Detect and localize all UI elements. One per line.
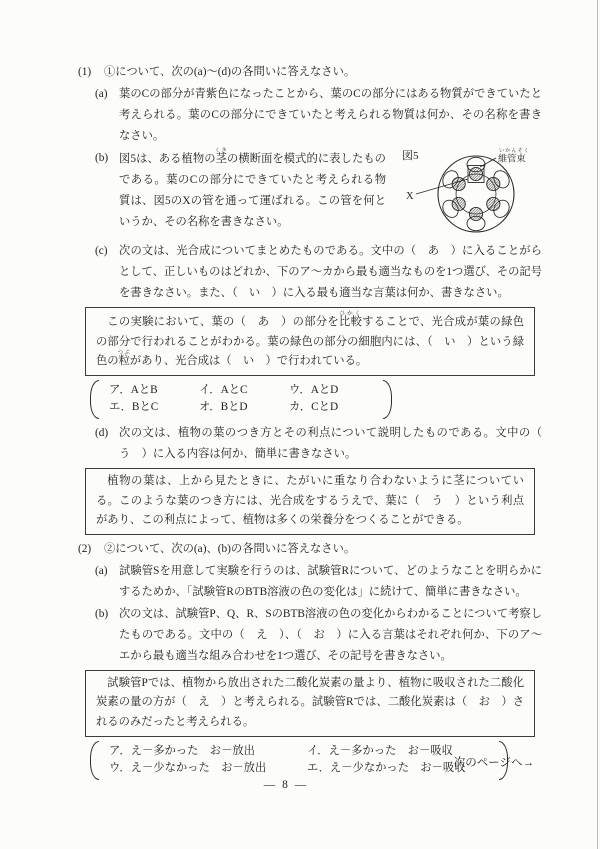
exam-content: [78, 62, 554, 784]
q2b-number: (b): [95, 607, 109, 620]
question-1-intro: [78, 62, 542, 83]
left-paren: [90, 741, 99, 780]
q2a-number: (a): [95, 564, 108, 577]
q1c-ruby-hikaku: [338, 311, 363, 328]
scan-edge-artifact: [597, 0, 598, 849]
q2a: [95, 561, 542, 603]
figure-label: 図5: [402, 150, 419, 162]
question-2-intro: [78, 539, 542, 560]
left-paren: [90, 380, 99, 419]
option-a: ア．AとB: [109, 383, 158, 396]
q1c: [95, 241, 542, 304]
q1b-text-part1: 図5は、ある植物の: [119, 153, 216, 165]
q1c-options-group: [90, 380, 542, 419]
next-page-label: 次のページへ→: [453, 757, 534, 769]
q1c-passage-part3: があり、光合成は（ い ）で行われている。: [129, 355, 368, 368]
q1c-ruby2-base: 粒: [117, 355, 131, 368]
option-u: ウ．え－少なかった お－放出: [109, 762, 267, 775]
option-i: イ．え－多かった お－吸収: [307, 744, 453, 757]
q1a-text: 葉のCの部分が青紫色になったことから、葉のCの部分にはある物質ができていたと考えられる。葉のCの部分にできていたと考えられる物質は何か、その名称を書きなさい。: [119, 88, 542, 142]
q1b-text: [119, 148, 542, 240]
q2b-passage: 試験管Pでは、植物から放出された二酸化炭素の量より、植物に吸収された二酸化炭素の量の方が（ え ）と考えられる。試験管Rでは、二酸化炭素は（ お ）されるのみだったと考えられる。: [96, 676, 524, 728]
q1c-ruby-tsubu: [117, 350, 131, 368]
q1c-options-grid: [101, 380, 381, 419]
vascular-bundle-label: 維管束: [498, 153, 526, 164]
q1b: [95, 148, 542, 240]
q1b-ruby-stem: [214, 148, 228, 165]
q1b-ruby-rt: くき: [214, 148, 228, 154]
q1b-number: (b): [95, 152, 109, 164]
q1c-passage-part2: することで、光合成が葉の緑色の部分で行われることがわかる。葉の緑色の部分の細胞内には、（ い ）という緑色の: [96, 316, 524, 368]
q2a-text: 試験管Sを用意して実験を行うのは、試験管Rについて、どのようなことを明らかにするためか、「試験管RのBTB溶液の色の変化は」に続けて、簡単に書きなさい。: [119, 564, 542, 598]
xylem-circles: [452, 167, 500, 220]
q1c-passage: [96, 311, 524, 372]
x-label: X: [406, 191, 414, 202]
q1c-ruby1-rt: ひかく: [338, 311, 362, 317]
page-number: ― 8 ―: [263, 779, 309, 791]
q1d-number: (d): [95, 426, 109, 439]
stem-cross-section-diagram: [392, 144, 542, 238]
q1c-passage-part1: この実験において、葉の（ あ ）の部分を: [107, 316, 339, 328]
option-ka: カ．CとD: [289, 401, 339, 414]
q1c-ruby2-rt: つぶ: [117, 350, 131, 357]
q1c-number: (c): [95, 245, 108, 257]
option-u: ウ．AとD: [289, 383, 339, 396]
vascular-bundle-furigana: いかんそく: [499, 148, 530, 154]
right-paren: [383, 380, 392, 419]
q1d-passage: 植物の葉は、上から見たときに、たがいに重なり合わないように茎についている。このような葉のつき方には、光合成をするうえで、葉に（ う ）という利点があり、この利点によって、植物は多くの栄養分をつくることができる。: [96, 474, 524, 527]
q1a-number: (a): [95, 88, 108, 100]
q2-intro-text: ②について、次の(a)、(b)の各問いに答えなさい。: [104, 542, 356, 555]
option-e: エ．BとC: [109, 401, 159, 414]
option-i: イ．AとC: [199, 383, 248, 396]
q1d-text: 次の文は、植物の葉のつき方とその利点について説明したものである。文中の（ う ）に入る内容は何か、簡単に書きなさい。: [119, 426, 554, 460]
q1d: [95, 423, 554, 465]
q1a: [95, 84, 542, 147]
q1-intro-text: ①について、次の(a)～(d)の各問いに答えなさい。: [104, 66, 356, 78]
option-a: ア．え－多かった お－放出: [109, 744, 255, 757]
option-o: オ．BとD: [199, 401, 248, 414]
q2b: [95, 604, 542, 667]
q2b-passage-box: [85, 670, 535, 737]
q1c-text: 次の文は、光合成についてまとめたものである。文中の（ あ ）に入ることがらとして、正しいものはどれか、下のア～カから最も適当なものを1つ選び、その記号を書きなさい。また、（ い ）に入る最も適当な言葉は何か、書きなさい。: [119, 245, 542, 299]
q1c-ruby1-base: 比較: [338, 316, 363, 328]
q1b-ruby-base: 茎: [214, 153, 228, 165]
option-e: エ．え－少なかった お－吸収: [307, 762, 466, 775]
q1-number: (1): [78, 66, 92, 78]
q1c-passage-box: [85, 307, 535, 376]
q1d-passage-box: [85, 468, 535, 535]
q1b-text-part2: の横断面を模式的に表したものである。葉のCの部分にできていたと考えられる物質は、図5のXの管を通って運ばれる。この管を何というか、その名称を書きなさい。: [119, 153, 386, 228]
figure-5: [392, 144, 542, 238]
q2b-options-grid: [101, 741, 497, 780]
q2-number: (2): [78, 542, 92, 555]
q2b-text: 次の文は、試験管P、Q、R、SのBTB溶液の色の変化からわかることについて考察したものである。文中の（ え ）、（ お ）に入る言葉はそれぞれ何か、下のア～エから最も適当な組み合わせを1つ選び、その記号を書きなさい。: [119, 607, 542, 662]
